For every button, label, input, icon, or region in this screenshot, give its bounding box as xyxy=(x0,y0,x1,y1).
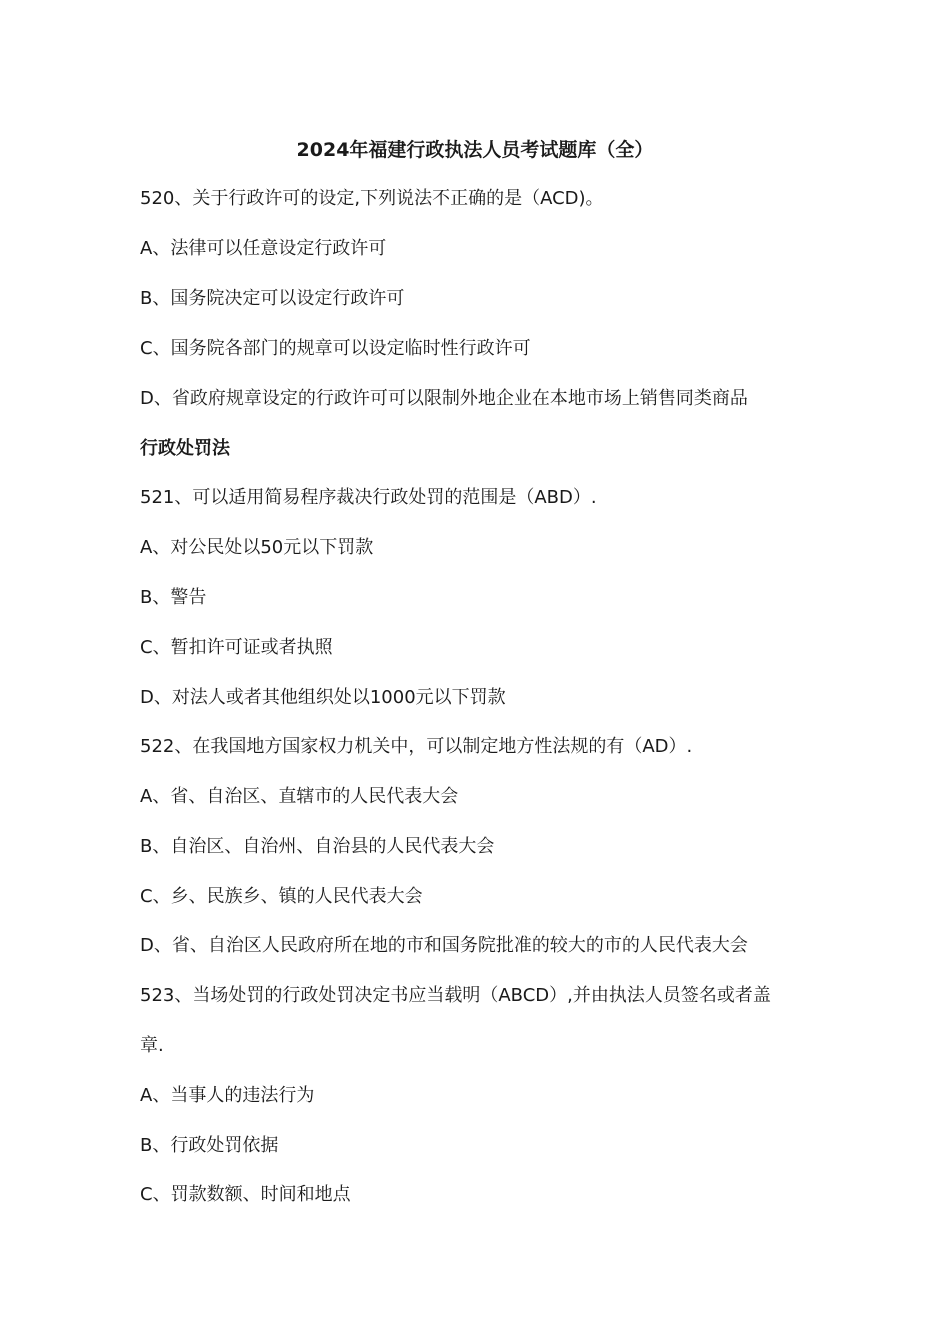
option-523-b: B、行政处罚依据 xyxy=(140,1135,279,1156)
option-521-b: B、警告 xyxy=(140,587,207,608)
question-521: 521、可以适用简易程序裁决行政处罚的范围是（ABD）. xyxy=(140,487,597,508)
option-522-c: C、乡、民族乡、镇的人民代表大会 xyxy=(140,886,423,907)
section-heading: 行政处罚法 xyxy=(140,438,230,459)
option-521-c: C、暂扣许可证或者执照 xyxy=(140,637,333,658)
option-522-b: B、自治区、自治州、自治县的人民代表大会 xyxy=(140,836,495,857)
option-520-c: C、国务院各部门的规章可以设定临时性行政许可 xyxy=(140,338,531,359)
question-520: 520、关于行政许可的设定,下列说法不正确的是（ACD)。 xyxy=(140,188,604,209)
option-520-d: D、省政府规章设定的行政许可可以限制外地企业在本地市场上销售同类商品 xyxy=(140,388,748,409)
question-523-line2: 章. xyxy=(140,1035,164,1056)
option-523-c: C、罚款数额、时间和地点 xyxy=(140,1184,351,1205)
option-520-b: B、国务院决定可以设定行政许可 xyxy=(140,288,405,309)
option-523-a: A、当事人的违法行为 xyxy=(140,1085,315,1106)
option-520-a: A、法律可以任意设定行政许可 xyxy=(140,238,387,259)
question-523-line1: 523、当场处罚的行政处罚决定书应当载明（ABCD）,并由执法人员签名或者盖 xyxy=(140,985,771,1006)
document-title: 2024年福建行政执法人员考试题库（全） xyxy=(296,139,654,161)
question-522: 522、在我国地方国家权力机关中，可以制定地方性法规的有（AD）. xyxy=(140,736,693,757)
option-521-a: A、对公民处以50元以下罚款 xyxy=(140,537,374,558)
option-522-d: D、省、自治区人民政府所在地的市和国务院批准的较大的市的人民代表大会 xyxy=(140,935,748,956)
option-522-a: A、省、自治区、直辖市的人民代表大会 xyxy=(140,786,459,807)
option-521-d: D、对法人或者其他组织处以1000元以下罚款 xyxy=(140,687,506,708)
